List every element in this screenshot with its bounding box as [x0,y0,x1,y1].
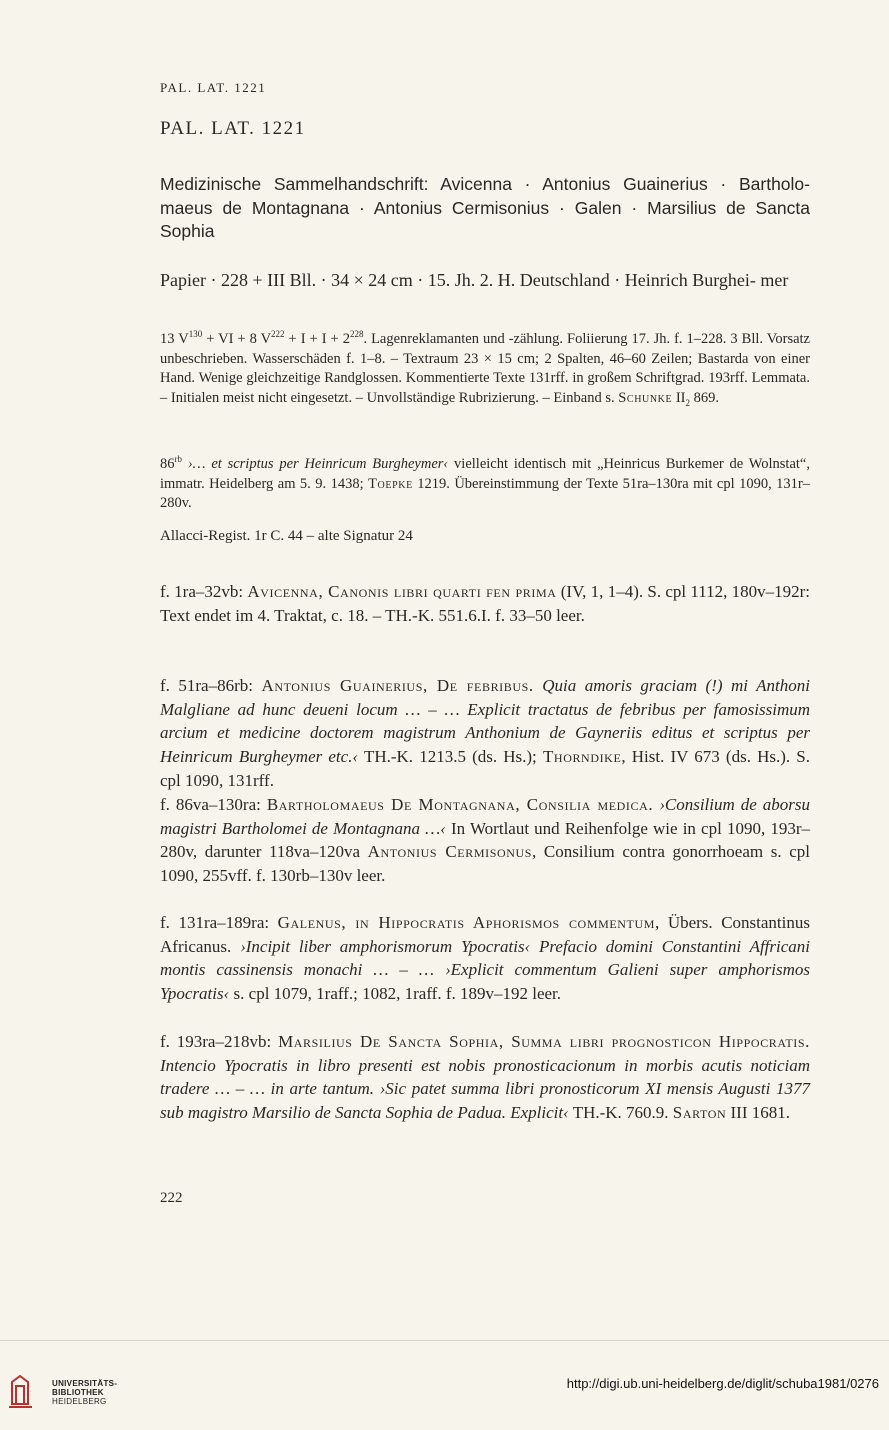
running-head: PAL. LAT. 1221 [160,80,267,95]
library-name: UNIVERSITÄTS- BIBLIOTHEK HEIDELBERG [52,1379,118,1406]
page-number: 222 [160,1190,183,1206]
provenance-paragraph: $86^{rb}$ ›… et scriptus per Heinricum Burgheymer‹ vielleicht identisch mit „Heinricus Burkemer de Wolnstat“, immatr. Heidelberg am 5. 9. 1438; Toepke 1219. Übereinstimmung der Texte 51ra–130ra mit cpl 1090, 131r–280v. [160,454,810,511]
footer-divider [0,1340,889,1341]
allacci-register: Allacci-Regist. 1r C. 44 – alte Signatur 24 [160,528,413,544]
content-entry-galenus: f. 131ra–189ra: Galenus, in Hippocratis Aphorismos commentum, Übers. Constantinus Africanus. ›Incipit liber amphorismorum Ypocratis‹ Prefacio domini Constantini Affricani montis cassinensis monachi … – … ›Explicit commentum Galieni super amphorismos Ypocratis‹ s. cpl 1079, 1raff.; 1082, 1raff. f. 189v–192 leer. [160,913,811,1004]
physical-description: Papier · 228 + III Bll. · 34 × 24 cm · 15. Jh. 2. H. Deutschland · Heinrich Burghei- mer [160,270,789,290]
content-entry-avicenna: f. 1ra–32vb: Avicenna, Canonis libri quarti fen prima (IV, 1, 1–4). S. cpl 1112, 180v–192r: Text endet im 4. Traktat, c. 18. – TH.-K. 551.6.I. f. 33–50 leer. [160,582,811,625]
content-entry-montagnana: f. 86va–130ra: Bartholomaeus De Montagnana, Consilia medica. ›Consilium de aborsu magistri Bartholomei de Montagnana …‹ In Wortlaut und Reihenfolge wie in cpl 1090, 193r–280v, darunter 118va–120va Antonius Cermisonus, Consilium contra gonorrhoeam s. cpl 1090, 255vff. f. 130rb–130v leer. [160,795,810,886]
library-logo-icon [8,1374,34,1408]
content-entry-guainerius: f. 51ra–86rb: Antonius Guainerius, De febribus. Quia amoris graciam (!) mi Anthoni Malgliane ad hunc deueni locum … – … Explicit tractatus de febribus per famosissimum arcium et medicine doctorem magistrum Anthonium de Gayneriis editus et scriptus per Heinricum Burgheymer etc.‹ TH.-K. 1213.5 (ds. Hs.); Thorndike, Hist. IV 673 (ds. Hs.). S. cpl 1090, 131rff. [160,676,810,790]
manuscript-title: Medizinische Sammelhandschrift: Avicenna · Antonius Guainerius · Bartholo- maeus de Montagnana · Antonius Cermisonius · Galen · Marsilius de Sancta Sophia [160,174,810,241]
shelfmark-heading: PAL. LAT. 1221 [160,118,306,139]
source-url-link[interactable]: http://digi.ub.uni-heidelberg.de/diglit/schuba1981/0276 [566,1376,879,1391]
content-entry-marsilius: f. 193ra–218vb: Marsilius De Sancta Sophia, Summa libri prognosticon Hippocratis. Intencio Ypocratis in libro presenti est nobis pronosticacionum in morbis acutis noticiam tradere … – … in arte tantum. ›Sic patet summa libri pronosticorum XI mensis Augusti 1377 sub magistro Marsilio de Sancta Sophia de Padua. Explicit‹ TH.-K. 760.9. Sarton III 1681. [160,1032,810,1123]
collation-paragraph: 13 $V^{130}$ + VI + 8 $V^{222} + I + I + 2^{228}$. Lagenreklamanten und -zählung. Foliierung 17. Jh. f. 1–228. 3 Bll. Vorsatz unbeschrieben. Wasserschäden f. 1–8. – Textraum 23 × 15 cm; 2 Spalten, 46–60 Zeilen; Bastarda von einer Hand. Wenige gleichzeitige Randglossen. Kommentierte Texte 131rff. in großem Schriftgrad. 193rff. Lemmata. – Initialen meist nicht eingesetzt. – Unvollständige Rubrizierung. – Einband s. Schunke $II_2$ 869. [160,329,810,408]
